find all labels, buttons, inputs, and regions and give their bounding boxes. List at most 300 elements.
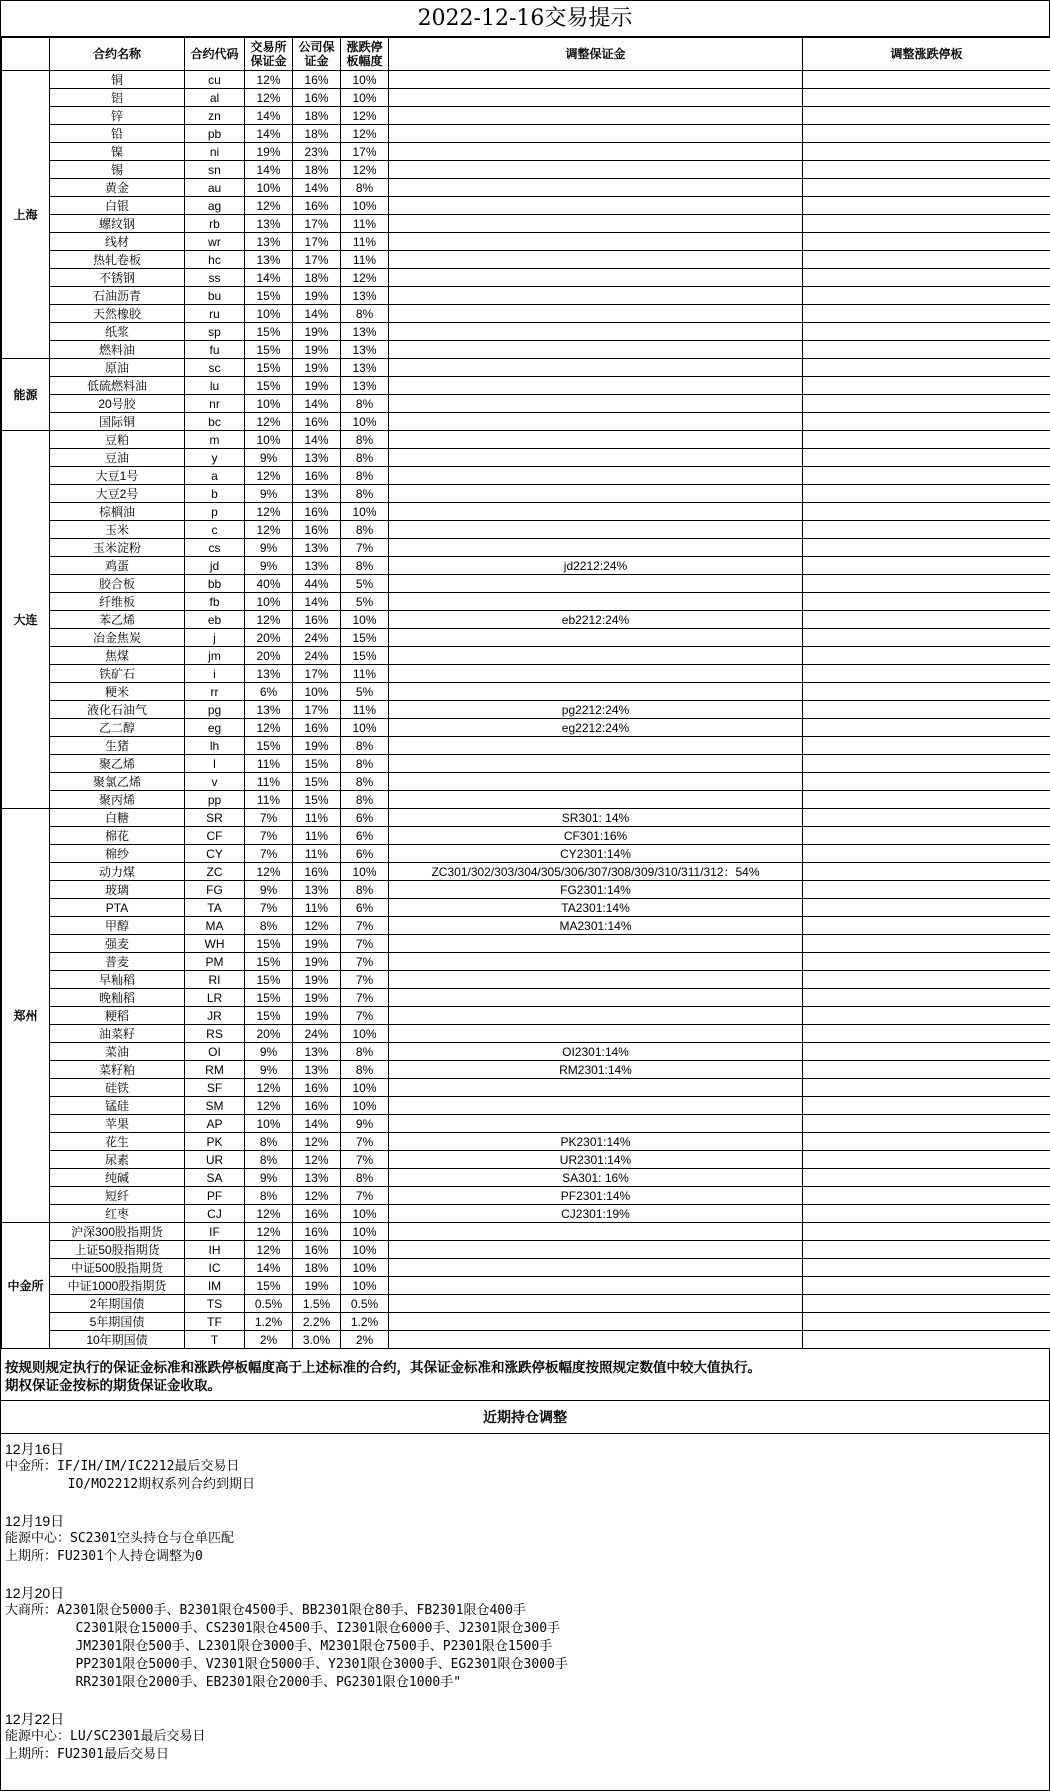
contract-code: WH <box>185 935 245 953</box>
adjust-limit <box>803 1169 1050 1187</box>
recent-date: 12月19日 <box>5 1512 1045 1530</box>
contract-code: c <box>185 521 245 539</box>
rule-note <box>1 1349 1050 1401</box>
adjust-margin <box>389 1025 803 1043</box>
exchange-margin: 12% <box>245 1079 293 1097</box>
exchange-margin: 14% <box>245 161 293 179</box>
adjust-limit <box>803 863 1050 881</box>
adjust-limit <box>803 449 1050 467</box>
exchange-margin: 12% <box>245 413 293 431</box>
contract-name: PTA <box>50 899 185 917</box>
contract-name: 国际铜 <box>50 413 185 431</box>
exchange-margin: 20% <box>245 1025 293 1043</box>
contract-name: 粳稻 <box>50 1007 185 1025</box>
exchange-margin: 12% <box>245 719 293 737</box>
contract-name: 冶金焦炭 <box>50 629 185 647</box>
limit-range: 17% <box>341 143 389 161</box>
adjust-margin: CJ2301:19% <box>389 1205 803 1223</box>
company-margin: 11% <box>293 845 341 863</box>
adjust-limit <box>803 1151 1050 1169</box>
adjust-limit <box>803 917 1050 935</box>
exchange-margin: 8% <box>245 917 293 935</box>
exchange-margin: 12% <box>245 1241 293 1259</box>
contract-code: fu <box>185 341 245 359</box>
table-row <box>2 269 1050 287</box>
company-margin: 10% <box>293 683 341 701</box>
exchange-margin: 0.5% <box>245 1295 293 1313</box>
table-row <box>2 1259 1050 1277</box>
limit-range: 8% <box>341 485 389 503</box>
table-row <box>2 1061 1050 1079</box>
contract-code: eg <box>185 719 245 737</box>
company-margin: 16% <box>293 611 341 629</box>
contract-name: 晚籼稻 <box>50 989 185 1007</box>
adjust-margin <box>389 629 803 647</box>
company-margin: 2.2% <box>293 1313 341 1331</box>
company-margin: 19% <box>293 287 341 305</box>
header-limit: 涨跌停板幅度 <box>341 38 389 71</box>
company-margin: 18% <box>293 161 341 179</box>
limit-range: 8% <box>341 179 389 197</box>
exchange-margin: 11% <box>245 791 293 809</box>
limit-range: 9% <box>341 1115 389 1133</box>
limit-range: 6% <box>341 827 389 845</box>
contract-name: 纤维板 <box>50 593 185 611</box>
adjust-margin <box>389 1097 803 1115</box>
exchange-margin: 9% <box>245 1169 293 1187</box>
contract-name: 甲醇 <box>50 917 185 935</box>
adjust-limit <box>803 251 1050 269</box>
adjust-limit <box>803 953 1050 971</box>
contract-code: TF <box>185 1313 245 1331</box>
exchange-margin: 15% <box>245 341 293 359</box>
table-row <box>2 629 1050 647</box>
adjust-limit <box>803 575 1050 593</box>
exchange-margin: 10% <box>245 1115 293 1133</box>
limit-range: 8% <box>341 305 389 323</box>
table-row <box>2 917 1050 935</box>
limit-range: 10% <box>341 71 389 89</box>
limit-range: 8% <box>341 431 389 449</box>
limit-range: 13% <box>341 341 389 359</box>
contract-code: hc <box>185 251 245 269</box>
company-margin: 14% <box>293 305 341 323</box>
contract-name: 苹果 <box>50 1115 185 1133</box>
exchange-margin: 15% <box>245 737 293 755</box>
company-margin: 16% <box>293 1097 341 1115</box>
adjust-limit <box>803 557 1050 575</box>
adjust-limit <box>803 1223 1050 1241</box>
recent-section <box>5 1584 1045 1692</box>
company-margin: 13% <box>293 881 341 899</box>
limit-range: 8% <box>341 1169 389 1187</box>
adjust-margin: jd2212:24% <box>389 557 803 575</box>
contract-code: IH <box>185 1241 245 1259</box>
adjust-margin <box>389 305 803 323</box>
table-row <box>2 1115 1050 1133</box>
contract-name: 棉纱 <box>50 845 185 863</box>
recent-section <box>5 1440 1045 1494</box>
adjust-limit <box>803 989 1050 1007</box>
contract-code: pp <box>185 791 245 809</box>
adjust-limit <box>803 665 1050 683</box>
adjust-limit <box>803 791 1050 809</box>
limit-range: 7% <box>341 917 389 935</box>
adjust-margin: SA301: 16% <box>389 1169 803 1187</box>
company-margin: 16% <box>293 467 341 485</box>
exchange-margin: 15% <box>245 989 293 1007</box>
limit-range: 8% <box>341 1043 389 1061</box>
adjust-margin: FG2301:14% <box>389 881 803 899</box>
table-row <box>2 395 1050 413</box>
limit-range: 10% <box>341 1277 389 1295</box>
adjust-limit <box>803 143 1050 161</box>
adjust-limit <box>803 287 1050 305</box>
contract-name: 乙二醇 <box>50 719 185 737</box>
adjust-margin <box>389 323 803 341</box>
adjust-limit <box>803 1205 1050 1223</box>
contract-code: eb <box>185 611 245 629</box>
limit-range: 8% <box>341 881 389 899</box>
exchange-margin: 10% <box>245 179 293 197</box>
recent-section <box>5 1710 1045 1764</box>
table-row <box>2 1205 1050 1223</box>
company-margin: 17% <box>293 251 341 269</box>
rule-note-line1: 按规则规定执行的保证金标准和涨跌停板幅度高于上述标准的合约，其保证金标准和涨跌停板幅度按照规定数值中较大值执行。 <box>5 1359 1045 1377</box>
company-margin: 18% <box>293 269 341 287</box>
exchange-margin: 12% <box>245 1097 293 1115</box>
adjust-limit <box>803 503 1050 521</box>
exchange-margin: 15% <box>245 971 293 989</box>
contract-code: CF <box>185 827 245 845</box>
contract-name: 大豆1号 <box>50 467 185 485</box>
recent-line: IO/MO2212期权系列合约到期日 <box>5 1476 1045 1494</box>
table-row <box>2 1151 1050 1169</box>
contract-name: 石油沥青 <box>50 287 185 305</box>
company-margin: 15% <box>293 755 341 773</box>
contract-code: T <box>185 1331 245 1349</box>
adjust-margin <box>389 143 803 161</box>
header-name: 合约名称 <box>50 38 185 71</box>
contract-name: 铝 <box>50 89 185 107</box>
contract-name: 中证1000股指期货 <box>50 1277 185 1295</box>
table-row <box>2 1331 1050 1349</box>
adjust-margin <box>389 593 803 611</box>
exchange-margin: 9% <box>245 557 293 575</box>
adjust-margin <box>389 341 803 359</box>
header-code: 合约代码 <box>185 38 245 71</box>
contract-code: rr <box>185 683 245 701</box>
company-margin: 11% <box>293 827 341 845</box>
company-margin: 13% <box>293 1043 341 1061</box>
company-margin: 19% <box>293 1277 341 1295</box>
exchange-margin: 12% <box>245 863 293 881</box>
contract-code: CJ <box>185 1205 245 1223</box>
contract-name: 天然橡胶 <box>50 305 185 323</box>
adjust-limit <box>803 1331 1050 1349</box>
limit-range: 8% <box>341 467 389 485</box>
contract-name: 热轧卷板 <box>50 251 185 269</box>
limit-range: 13% <box>341 377 389 395</box>
company-margin: 14% <box>293 179 341 197</box>
contract-code: IC <box>185 1259 245 1277</box>
contract-code: p <box>185 503 245 521</box>
contract-name: 10年期国债 <box>50 1331 185 1349</box>
adjust-margin <box>389 431 803 449</box>
exchange-margin: 11% <box>245 773 293 791</box>
contract-name: 上证50股指期货 <box>50 1241 185 1259</box>
exchange-margin: 12% <box>245 503 293 521</box>
limit-range: 7% <box>341 953 389 971</box>
exchange-cell: 大连 <box>2 431 50 809</box>
exchange-margin: 12% <box>245 197 293 215</box>
adjust-limit <box>803 377 1050 395</box>
adjust-margin <box>389 1241 803 1259</box>
contract-name: 液化石油气 <box>50 701 185 719</box>
contract-name: 动力煤 <box>50 863 185 881</box>
contract-name: 2年期国债 <box>50 1295 185 1313</box>
company-margin: 19% <box>293 971 341 989</box>
adjust-limit <box>803 809 1050 827</box>
contract-name: 大豆2号 <box>50 485 185 503</box>
adjust-margin: RM2301:14% <box>389 1061 803 1079</box>
exchange-margin: 15% <box>245 1007 293 1025</box>
contract-code: nr <box>185 395 245 413</box>
contract-code: FG <box>185 881 245 899</box>
adjust-margin <box>389 287 803 305</box>
company-margin: 14% <box>293 395 341 413</box>
exchange-margin: 12% <box>245 71 293 89</box>
table-row <box>2 791 1050 809</box>
limit-range: 6% <box>341 845 389 863</box>
limit-range: 8% <box>341 755 389 773</box>
contract-code: bb <box>185 575 245 593</box>
contract-name: 红枣 <box>50 1205 185 1223</box>
contract-name: 镍 <box>50 143 185 161</box>
table-row <box>2 611 1050 629</box>
adjust-limit <box>803 179 1050 197</box>
adjust-margin <box>389 647 803 665</box>
table-row <box>2 485 1050 503</box>
company-margin: 19% <box>293 737 341 755</box>
adjust-limit <box>803 197 1050 215</box>
limit-range: 11% <box>341 233 389 251</box>
table-row <box>2 971 1050 989</box>
limit-range: 13% <box>341 287 389 305</box>
exchange-margin: 9% <box>245 539 293 557</box>
limit-range: 15% <box>341 647 389 665</box>
adjust-limit <box>803 1241 1050 1259</box>
contract-name: 纸浆 <box>50 323 185 341</box>
contract-name: 低硫燃料油 <box>50 377 185 395</box>
contract-code: jm <box>185 647 245 665</box>
table-row <box>2 989 1050 1007</box>
exchange-margin: 10% <box>245 395 293 413</box>
limit-range: 8% <box>341 737 389 755</box>
contract-code: RM <box>185 1061 245 1079</box>
adjust-limit <box>803 161 1050 179</box>
company-margin: 19% <box>293 953 341 971</box>
adjust-limit <box>803 1061 1050 1079</box>
limit-range: 10% <box>341 1259 389 1277</box>
limit-range: 7% <box>341 971 389 989</box>
limit-range: 2% <box>341 1331 389 1349</box>
adjust-limit <box>803 467 1050 485</box>
contract-name: 花生 <box>50 1133 185 1151</box>
table-row <box>2 935 1050 953</box>
header-row <box>2 38 1050 71</box>
table-row <box>2 827 1050 845</box>
table-row <box>2 251 1050 269</box>
adjust-margin <box>389 539 803 557</box>
limit-range: 8% <box>341 449 389 467</box>
exchange-margin: 13% <box>245 251 293 269</box>
contract-code: SM <box>185 1097 245 1115</box>
adjust-margin: CY2301:14% <box>389 845 803 863</box>
adjust-limit <box>803 1043 1050 1061</box>
company-margin: 16% <box>293 863 341 881</box>
contract-code: bc <box>185 413 245 431</box>
contract-name: 尿素 <box>50 1151 185 1169</box>
adjust-margin <box>389 125 803 143</box>
company-margin: 14% <box>293 593 341 611</box>
limit-range: 10% <box>341 1223 389 1241</box>
limit-range: 10% <box>341 611 389 629</box>
exchange-margin: 12% <box>245 1223 293 1241</box>
recent-line: 能源中心：SC2301空头持仓与仓单匹配 <box>5 1530 1045 1548</box>
limit-range: 1.2% <box>341 1313 389 1331</box>
exchange-margin: 10% <box>245 305 293 323</box>
company-margin: 16% <box>293 503 341 521</box>
recent-line: 上期所：FU2301个人持仓调整为0 <box>5 1548 1045 1566</box>
table-row <box>2 665 1050 683</box>
company-margin: 16% <box>293 521 341 539</box>
contract-code: SA <box>185 1169 245 1187</box>
adjust-margin <box>389 953 803 971</box>
table-row <box>2 215 1050 233</box>
adjust-margin <box>389 683 803 701</box>
contract-code: l <box>185 755 245 773</box>
adjust-margin: CF301:16% <box>389 827 803 845</box>
contract-code: jd <box>185 557 245 575</box>
company-margin: 14% <box>293 1115 341 1133</box>
table-row <box>2 1133 1050 1151</box>
contract-name: 菜油 <box>50 1043 185 1061</box>
adjust-limit <box>803 485 1050 503</box>
contract-name: 燃料油 <box>50 341 185 359</box>
exchange-margin: 14% <box>245 107 293 125</box>
exchange-margin: 8% <box>245 1187 293 1205</box>
company-margin: 16% <box>293 1205 341 1223</box>
exchange-margin: 13% <box>245 701 293 719</box>
adjust-limit <box>803 305 1050 323</box>
table-row <box>2 467 1050 485</box>
table-row <box>2 107 1050 125</box>
adjust-margin <box>389 521 803 539</box>
table-row <box>2 323 1050 341</box>
adjust-margin <box>389 665 803 683</box>
adjust-limit <box>803 71 1050 89</box>
limit-range: 12% <box>341 107 389 125</box>
adjust-limit <box>803 629 1050 647</box>
adjust-margin <box>389 1007 803 1025</box>
exchange-margin: 19% <box>245 143 293 161</box>
table-row <box>2 1007 1050 1025</box>
limit-range: 10% <box>341 719 389 737</box>
table-row <box>2 413 1050 431</box>
contract-name: 黄金 <box>50 179 185 197</box>
contract-code: SF <box>185 1079 245 1097</box>
adjust-limit <box>803 233 1050 251</box>
table-row <box>2 1187 1050 1205</box>
company-margin: 14% <box>293 431 341 449</box>
contract-name: 粳米 <box>50 683 185 701</box>
company-margin: 19% <box>293 935 341 953</box>
contract-name: 苯乙烯 <box>50 611 185 629</box>
table-row <box>2 305 1050 323</box>
limit-range: 7% <box>341 935 389 953</box>
table-row <box>2 737 1050 755</box>
adjust-limit <box>803 1133 1050 1151</box>
adjust-limit <box>803 359 1050 377</box>
table-row <box>2 71 1050 89</box>
adjust-limit <box>803 755 1050 773</box>
limit-range: 11% <box>341 665 389 683</box>
table-row <box>2 503 1050 521</box>
company-margin: 3.0% <box>293 1331 341 1349</box>
adjust-margin: UR2301:14% <box>389 1151 803 1169</box>
limit-range: 8% <box>341 521 389 539</box>
table-row <box>2 1043 1050 1061</box>
limit-range: 8% <box>341 773 389 791</box>
contract-code: OI <box>185 1043 245 1061</box>
header-exchange <box>2 38 50 71</box>
exchange-margin: 15% <box>245 377 293 395</box>
limit-range: 10% <box>341 1097 389 1115</box>
adjust-limit <box>803 719 1050 737</box>
adjust-limit <box>803 395 1050 413</box>
adjust-limit <box>803 683 1050 701</box>
limit-range: 7% <box>341 1007 389 1025</box>
exchange-margin: 15% <box>245 1277 293 1295</box>
adjust-limit <box>803 215 1050 233</box>
contract-code: UR <box>185 1151 245 1169</box>
company-margin: 12% <box>293 1187 341 1205</box>
contract-code: pg <box>185 701 245 719</box>
table-row <box>2 863 1050 881</box>
adjust-limit <box>803 1187 1050 1205</box>
company-margin: 24% <box>293 1025 341 1043</box>
exchange-margin: 9% <box>245 1043 293 1061</box>
table-row <box>2 1079 1050 1097</box>
exchange-margin: 9% <box>245 881 293 899</box>
adjust-margin <box>389 1277 803 1295</box>
exchange-margin: 7% <box>245 899 293 917</box>
contract-name: 聚丙烯 <box>50 791 185 809</box>
limit-range: 10% <box>341 413 389 431</box>
table-row <box>2 1295 1050 1313</box>
contract-code: fb <box>185 593 245 611</box>
table-row <box>2 539 1050 557</box>
contract-name: 硅铁 <box>50 1079 185 1097</box>
company-margin: 19% <box>293 377 341 395</box>
contract-code: y <box>185 449 245 467</box>
limit-range: 7% <box>341 1151 389 1169</box>
contract-code: pb <box>185 125 245 143</box>
contract-code: sc <box>185 359 245 377</box>
contract-name: 沪深300股指期货 <box>50 1223 185 1241</box>
adjust-margin <box>389 575 803 593</box>
